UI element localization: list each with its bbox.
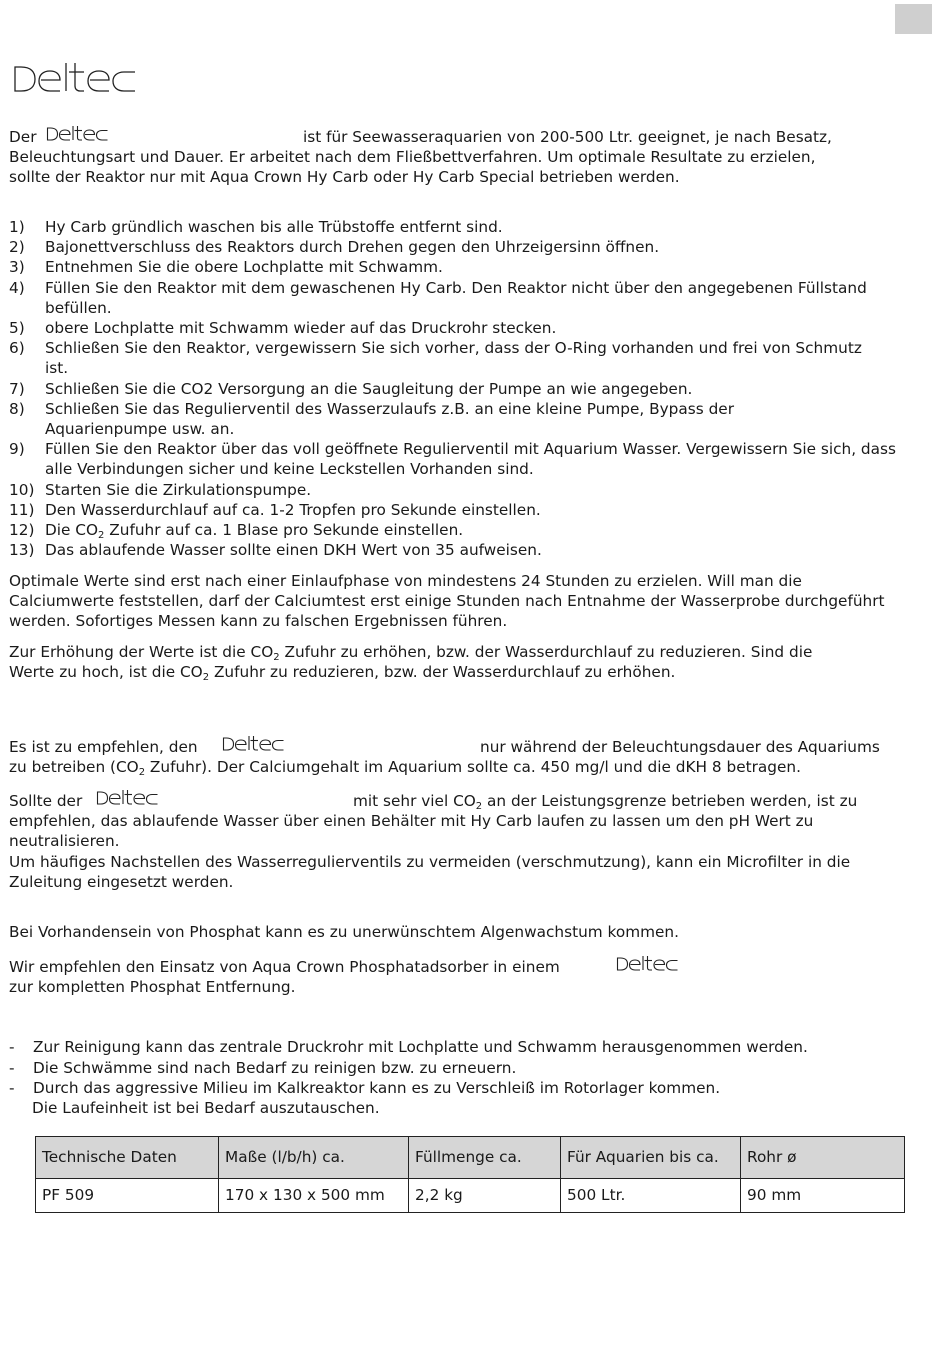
maintenance-continuation: Die Laufeinheit ist bei Bedarf auszutauschen. <box>32 1099 380 1117</box>
corner-marker <box>895 4 932 34</box>
list-item: 2) Bajonettverschluss des Reaktors durch Drehen gegen den Uhrzeigersinn öffnen. <box>9 238 660 257</box>
list-item: 6) Schließen Sie den Reaktor, vergewissern Sie sich vorher, dass der O-Ring vorhanden und frei von Schmutz ist. <box>9 339 862 378</box>
adjust-line-1: Zur Erhöhung der Werte ist die $CO_2$ Zufuhr zu erhöhen, bzw. der Wasserdurchlauf zu reduzieren. Sind die <box>9 643 813 663</box>
table-cell: 500 Ltr. <box>561 1179 741 1213</box>
maintenance-item: Die Schwämme sind nach Bedarf zu reinigen bzw. zu erneuern. <box>33 1059 517 1077</box>
limit-line-3: neutralisieren. <box>9 832 120 850</box>
deltec-logo-inline <box>46 124 119 142</box>
list-item: 9) Füllen Sie den Reaktor über das voll geöffnete Regulierventil mit Aquarium Wasser. Vergewissern Sie sich, dass alle Verbindungen sicher und keine Leckstellen Vorhanden sind. <box>9 440 896 479</box>
recommend-line-1-end: nur während der Beleuchtungsdauer des Aquariums <box>480 738 880 756</box>
list-item: 1) Hy Carb gründlich waschen bis alle Trübstoffe entfernt sind. <box>9 218 503 236</box>
list-item: 13) Das ablaufende Wasser sollte einen DKH Wert von 35 aufweisen. <box>9 541 542 560</box>
table-cell: 2,2 kg <box>409 1179 561 1213</box>
bullet-dash: - <box>9 1038 15 1056</box>
intro-line-3: sollte der Reaktor nur mit Aqua Crown Hy Carb oder Hy Carb Special betrieben werden. <box>9 168 680 186</box>
table-header-row <box>36 1137 905 1179</box>
list-item: 11) Den Wasserdurchlauf auf ca. 1-2 Tropfen pro Sekunde einstellen. <box>9 500 541 519</box>
instruction-list <box>9 217 934 560</box>
limit-line-2: empfehlen, das ablaufende Wasser über einen Behälter mit Hy Carb laufen zu lassen um den pH Wert zu <box>9 812 814 830</box>
table-header-cell: Rohr ø <box>741 1137 905 1179</box>
deltec-logo <box>12 60 158 94</box>
deltec-logo-inline <box>616 954 689 972</box>
list-item: 4) Füllen Sie den Reaktor mit dem gewaschenen Hy Carb. Den Reaktor nicht über den angegebenen Füllstand befüllen. <box>9 278 867 317</box>
deltec-logo-inline <box>96 788 169 806</box>
optimal-values-paragraph: Optimale Werte sind erst nach einer Einlaufphase von mindestens 24 Stunden zu erzielen. Will man die Calciumwerte feststellen, darf der Calciumtest erst einige Stunden nach Entnahme der Wasserprobe durchgeführt werden. Sofortiges Messen kann zu falschen Ergebnissen führen. <box>9 572 890 631</box>
table-header-cell: Für Aquarien bis ca. <box>561 1137 741 1179</box>
table-cell: 90 mm <box>741 1179 905 1213</box>
list-item: 12) Die $CO_2$ Zufuhr auf ca. 1 Blase pro Sekunde einstellen. <box>9 521 464 542</box>
table-cell: 170 x 130 x 500 mm <box>219 1179 409 1213</box>
table-header-cell: Technische Daten <box>36 1137 219 1179</box>
list-item: 3) Entnehmen Sie die obere Lochplatte mit Schwamm. <box>9 258 443 277</box>
intro-der: Der <box>9 128 37 146</box>
table-header-cell: Füllmenge ca. <box>409 1137 561 1179</box>
maintenance-item: Zur Reinigung kann das zentrale Druckrohr mit Lochplatte und Schwamm herausgenommen werden. <box>33 1038 808 1056</box>
list-item: 8) Schließen Sie das Regulierventil des Wasserzulaufs z.B. an eine kleine Pumpe, Bypass der Aquarienpumpe usw. an. <box>9 399 734 439</box>
recommend-line-2: zu betreiben ($CO_2$ Zufuhr). Der Calciumgehalt im Aquarium sollte ca. 450 mg/l und die dKH 8 betragen. <box>9 758 801 778</box>
list-item: 7) Schließen Sie die CO2 Versorgung an die Saugleitung der Pumpe an wie angegeben. <box>9 379 693 398</box>
bullet-dash: - <box>9 1079 15 1097</box>
phosphate-line-3: zur kompletten Phosphat Entfernung. <box>9 978 296 996</box>
phosphate-line-2: Wir empfehlen den Einsatz von Aqua Crown Phosphatadsorber in einem <box>9 958 560 976</box>
list-item: 10) Starten Sie die Zirkulationspumpe. <box>9 480 312 499</box>
bullet-dash: - <box>9 1059 15 1077</box>
limit-line-5: Zuleitung eingesetzt werden. <box>9 873 234 891</box>
limit-line-1-start: Sollte der <box>9 792 83 810</box>
phosphate-line-1: Bei Vorhandensein von Phosphat kann es zu unerwünschtem Algenwachstum kommen. <box>9 923 679 941</box>
limit-line-4: Um häufiges Nachstellen des Wasserregulierventils zu vermeiden (verschmutzung), kann ein Microfilter in die <box>9 853 851 871</box>
table-header-cell: Maße (l/b/h) ca. <box>219 1137 409 1179</box>
technical-data-table <box>35 1136 905 1213</box>
table-cell: PF 509 <box>36 1179 219 1213</box>
list-item: 5) obere Lochplatte mit Schwamm wieder auf das Druckrohr stecken. <box>9 319 557 338</box>
intro-line-2: Beleuchtungsart und Dauer. Er arbeitet nach dem Fließbettverfahren. Um optimale Resultate zu erzielen, <box>9 148 816 166</box>
limit-line-1-end: mit sehr viel $CO_2$ an der Leistungsgrenze betrieben werden, ist zu <box>353 792 858 812</box>
table-row <box>36 1179 905 1213</box>
deltec-logo-inline <box>222 734 295 752</box>
adjust-line-2: Werte zu hoch, ist die $CO_2$ Zufuhr zu reduzieren, bzw. der Wasserdurchlauf zu erhöhen. <box>9 663 676 683</box>
recommend-line-1-start: Es ist zu empfehlen, den <box>9 738 198 756</box>
intro-line-1: ist für Seewasseraquarien von 200-500 Ltr. geeignet, je nach Besatz, <box>303 128 832 146</box>
maintenance-item: Durch das aggressive Milieu im Kalkreaktor kann es zu Verschleiß im Rotorlager kommen. <box>33 1079 721 1097</box>
